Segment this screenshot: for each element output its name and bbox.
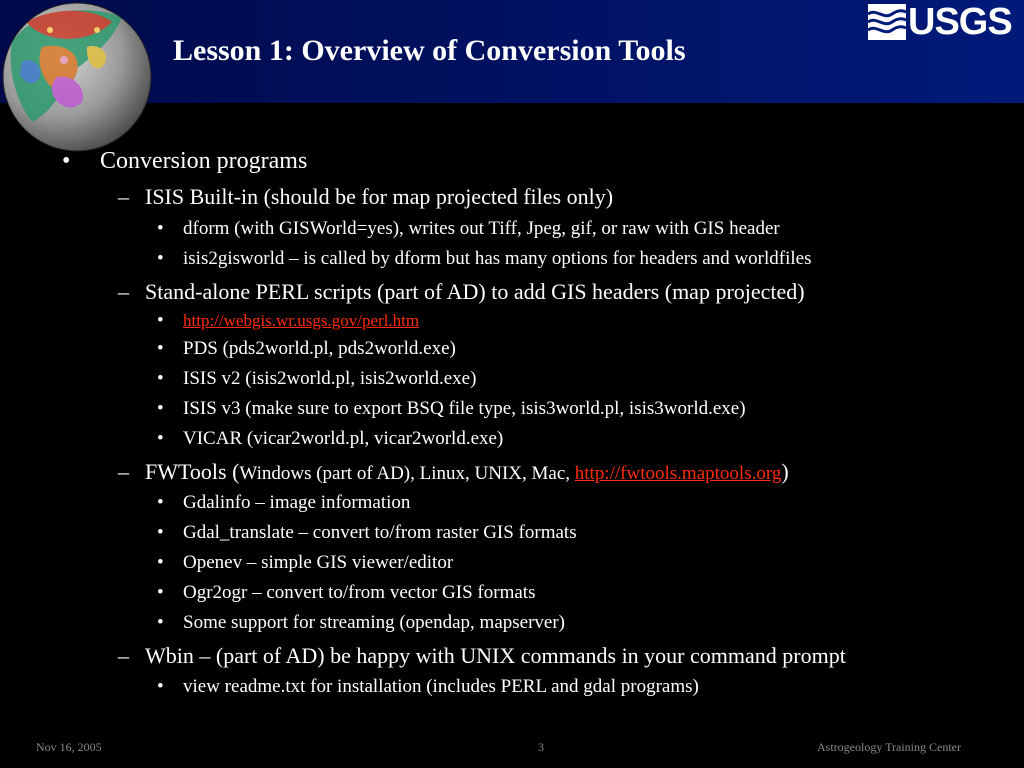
list-item: VICAR (vicar2world.pl, vicar2world.exe) (183, 428, 504, 449)
fwtools-detail: Windows (part of AD), Linux, UNIX, Mac, (239, 463, 575, 484)
bullet-icon: • (157, 582, 164, 603)
list-item: ISIS v2 (isis2world.pl, isis2world.exe) (183, 368, 477, 389)
section-wbin: Wbin – (part of AD) be happy with UNIX commands in your command prompt (145, 643, 846, 668)
footer-page-number: 3 (538, 740, 544, 754)
dash-icon: – (118, 643, 129, 668)
list-item: PDS (pds2world.pl, pds2world.exe) (183, 338, 456, 359)
footer-organization: Astrogeology Training Center (817, 740, 961, 754)
bullet-icon: • (157, 248, 164, 269)
perl-link[interactable]: http://webgis.wr.usgs.gov/perl.htm (183, 311, 420, 330)
bullet-icon: • (157, 522, 164, 543)
fwtools-close: ) (781, 459, 789, 484)
logo-text: USGS (908, 1, 1012, 43)
dash-icon: – (118, 279, 129, 304)
usgs-wave-icon (868, 4, 906, 40)
bullet-icon: • (157, 428, 164, 449)
bullet-icon: • (157, 338, 164, 359)
list-item: isis2gisworld – is called by dform but has many options for headers and worldfiles (183, 248, 812, 269)
bullet-icon: • (157, 368, 164, 389)
bullet-icon: • (157, 310, 164, 331)
list-item: Openev – simple GIS viewer/editor (183, 552, 454, 573)
footer-date: Nov 16, 2005 (36, 740, 102, 754)
list-item: Some support for streaming (opendap, mapserver) (183, 612, 566, 633)
list-item: ISIS v3 (make sure to export BSQ file type, isis3world.pl, isis3world.exe) (183, 398, 746, 419)
bullet-icon: • (157, 398, 164, 419)
bullet-icon: • (157, 612, 164, 633)
bullet-icon: • (62, 148, 71, 174)
list-item: dform (with GISWorld=yes), writes out Tiff, Jpeg, gif, or raw with GIS header (183, 218, 780, 239)
section-perl: Stand-alone PERL scripts (part of AD) to add GIS headers (map projected) (145, 279, 805, 304)
list-item: view readme.txt for installation (includes PERL and gdal programs) (183, 676, 699, 697)
bullet-icon: • (157, 218, 164, 239)
section-fwtools (145, 459, 789, 485)
list-item: Gdalinfo – image information (183, 492, 411, 513)
list-item: Gdal_translate – convert to/from raster GIS formats (183, 522, 577, 543)
bullet-icon: • (157, 492, 164, 513)
fwtools-link[interactable]: http://fwtools.maptools.org (574, 463, 782, 484)
bullet-icon: • (157, 552, 164, 573)
dash-icon: – (118, 459, 129, 484)
list-item: Ogr2ogr – convert to/from vector GIS formats (183, 582, 536, 603)
dash-icon: – (118, 184, 129, 209)
bullet-icon: • (157, 676, 164, 697)
planet-globe-icon (2, 2, 152, 152)
fwtools-label: FWTools ( (145, 459, 240, 484)
outline-heading: Conversion programs (100, 148, 308, 174)
section-isis: ISIS Built-in (should be for map projected files only) (145, 184, 614, 209)
usgs-logo (868, 2, 1024, 42)
page-title: Lesson 1: Overview of Conversion Tools (173, 34, 686, 67)
